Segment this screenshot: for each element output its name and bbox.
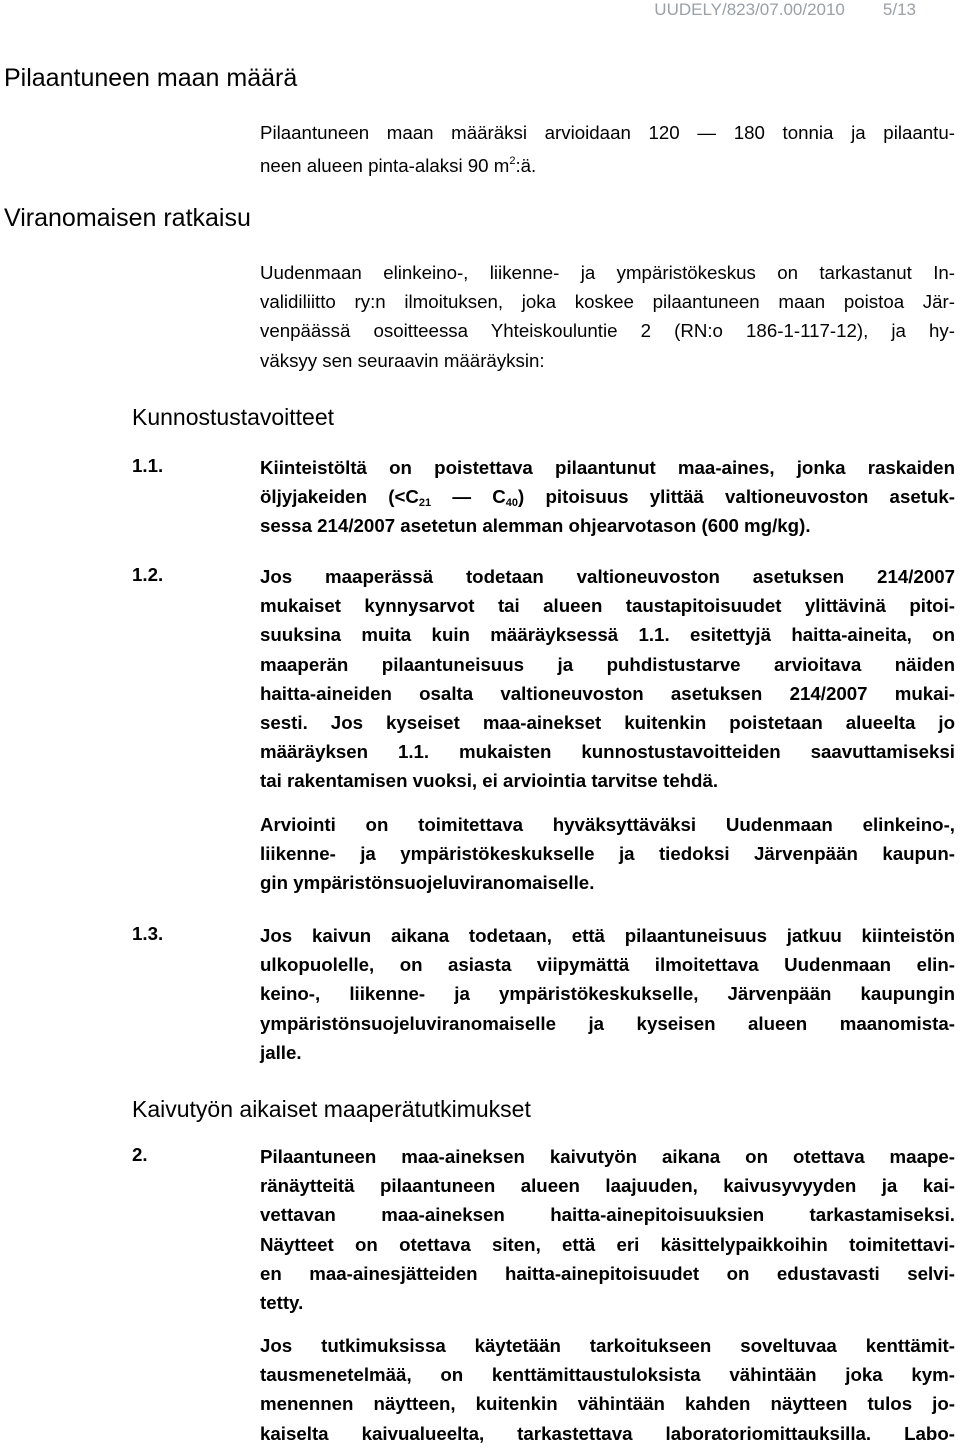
text-line: öljyjakeiden ($<C_{21}$ — $C_{40}$) pitoisuus ylittää valtioneuvoston asetuk- [260, 486, 955, 510]
section-title-amount: Pilaantuneen maan määrä [4, 64, 298, 92]
text-line: en maa-ainesjätteiden haitta-ainepitoisuudet on edustavasti selvi- [260, 1262, 955, 1284]
text-line: Pilaantuneen maan määräksi arvioidaan 120 — 180 tonnia ja pilaantu- [260, 122, 955, 143]
item-extra-text [260, 1331, 955, 1448]
text-line: menennen näytteen, kuitenkin vähintään kahden näytteen tulos jo- [260, 1393, 955, 1415]
text-line: validiliitto ry:n ilmoituksen, joka koskee pilaantuneen maan poistoa Jär- [260, 291, 955, 313]
text-line: Arviointi on toimitettava hyväksyttäväksi Uudenmaan elinkeino-, [260, 814, 955, 835]
section-title-decision: Viranomaisen ratkaisu [4, 204, 251, 232]
text-line: Jos maaperässä todetaan valtioneuvoston asetuksen 214/2007 [260, 566, 955, 587]
text-line: määräyksen 1.1. mukaisten kunnostustavoitteiden saavuttamiseksi [260, 741, 955, 763]
superscript: 2 [509, 155, 516, 168]
text-line: Näytteet on otettava siten, että eri käsittelypaikkoihin toimitettavi- [260, 1233, 955, 1255]
text-line: Jos kaivun aikana todetaan, että pilaantuneisuus jatkuu kiinteistön [260, 925, 955, 946]
text-line: liikenne- ja ympäristökeskukselle ja tiedoksi Järvenpään kaupun- [260, 843, 955, 865]
text-line: tausmenetelmää, on kenttämittaustuloksista vähintään joka kym- [260, 1364, 955, 1386]
text-line: tetty. [260, 1291, 304, 1313]
item-text [260, 453, 955, 541]
item-number: 2. [132, 1144, 148, 1165]
text-line: kaiselta kaivualueelta, tarkastettava laboratoriomittauksilla. Labo- [260, 1422, 955, 1444]
item-text [260, 1142, 955, 1317]
page-header [654, 0, 916, 20]
text-line: jalle. [260, 1041, 302, 1063]
text-line: ulkopuolelle, on asiasta viipymättä ilmoitettava Uudenmaan elin- [260, 954, 955, 976]
text-line: väksyy sen seuraavin määräyksin: [260, 349, 545, 371]
item-extra-text [260, 810, 955, 898]
subscript: 21 [418, 497, 432, 510]
item-number: 1.3. [132, 923, 164, 944]
decision-paragraph [260, 258, 955, 375]
text-line: Pilaantuneen maa-aineksen kaivutyön aikana on otettava maape- [260, 1146, 955, 1167]
amount-paragraph [260, 118, 955, 176]
page-number: 5/13 [882, 0, 916, 19]
item-number: 1.1. [132, 455, 164, 476]
item-number: 1.2. [132, 564, 164, 585]
text-line: ränäytteitä pilaantuneen alueen laajuuden, kaivusyvyyden ja kai- [260, 1175, 955, 1197]
text-line: Uudenmaan elinkeino-, liikenne- ja ympäristökeskus on tarkastanut In- [260, 262, 955, 283]
section-title-survey: Kaivutyön aikaiset maaperätutkimukset [132, 1096, 531, 1122]
document-reference: UUDELY/823/07.00/2010 [654, 0, 845, 19]
text-line: venpäässä osoitteessa Yhteiskouluntie 2 (RN:o 186-1-117-12), ja hy- [260, 320, 955, 342]
subscript: 40 [505, 497, 519, 510]
text-line: suuksina muita kuin määräyksessä 1.1. esitettyjä haitta-aineita, on [260, 624, 955, 646]
text-line: maaperän pilaantuneisuus ja puhdistustarve arvioitava näiden [260, 653, 955, 675]
item-text [260, 921, 955, 1067]
text-line: sessa 214/2007 asetetun alemman ohjearvotason (600 mg/kg). [260, 515, 811, 537]
text-line: Jos tutkimuksissa käytetään tarkoitukseen soveltuvaa kenttämit- [260, 1335, 955, 1356]
text-line: gin ympäristönsuojeluviranomaiselle. [260, 872, 595, 894]
text-line: mukaiset kynnysarvot tai alueen taustapitoisuudet ylittävinä pitoi- [260, 595, 955, 617]
text-line: neen alueen pinta-alaksi 90 $m^2:ä$. [260, 155, 537, 177]
item-text [260, 562, 955, 796]
text-line: vettavan maa-aineksen haitta-ainepitoisuuksien tarkastamiseksi. [260, 1204, 955, 1226]
text-line: ympäristönsuojeluviranomaiselle ja kyseisen alueen maanomista- [260, 1012, 955, 1034]
text-line: Kiinteistöltä on poistettava pilaantunut maa-aines, jonka raskaiden [260, 457, 955, 478]
section-title-targets: Kunnostustavoitteet [132, 404, 335, 430]
text-line: haitta-aineiden osalta valtioneuvoston asetuksen 214/2007 mukai- [260, 682, 955, 704]
text-line: sesti. Jos kyseiset maa-ainekset kuitenkin poistetaan alueelta jo [260, 711, 955, 733]
text-line: keino-, liikenne- ja ympäristökeskukselle, Järvenpään kaupungin [260, 983, 955, 1005]
text-line: tai rakentamisen vuoksi, ei arviointia tarvitse tehdä. [260, 770, 719, 792]
